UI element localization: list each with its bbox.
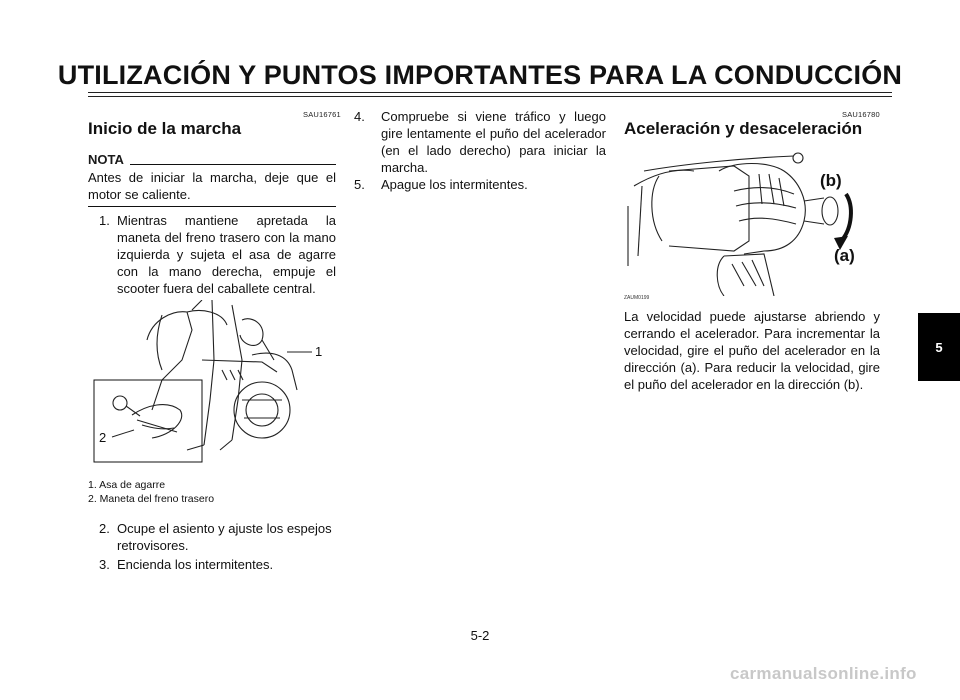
nota-text: Antes de iniciar la marcha, deje que el motor se caliente. (88, 170, 336, 202)
header-rule-top (88, 92, 892, 93)
throttle-illustration (624, 146, 880, 296)
figure-label-a: (a) (834, 246, 855, 265)
figure-caption-2: 2. Maneta del freno trasero (88, 493, 215, 505)
scooter-figure (92, 300, 332, 465)
figure-code: ZAUM0199 (624, 295, 650, 301)
step-number: 1. (99, 213, 110, 228)
step-number: 3. (99, 557, 110, 572)
nota-end-rule (88, 206, 336, 207)
step-number: 2. (99, 521, 110, 536)
figure-callout-2: 2 (99, 430, 107, 445)
throttle-figure (624, 146, 880, 296)
step-text: Compruebe si viene tráfico y luego gire lentamente el puño del acelerador (en el lado derecho) para iniciar la marcha. (381, 109, 606, 175)
chapter-tab-label: 5 (935, 339, 943, 355)
page-number: 5-2 (470, 628, 490, 643)
figure-caption-1: 1. Asa de agarre (88, 479, 166, 491)
header-rule-bottom (88, 96, 892, 97)
section-code: SAU16780 (842, 110, 880, 119)
step-number: 4. (354, 109, 365, 124)
throttle-paragraph: La velocidad puede ajustarse abriendo y cerrando el acelerador. Para incrementar la velocidad, gire el puño del acelerador en la dirección (a). Para reducir la velocidad, gire el puño del acelerador en la dirección (b). (624, 309, 880, 392)
step-text: Ocupe el asiento y ajuste los espejos retrovisores. (117, 521, 332, 553)
section-heading: Aceleración y desaceleración (624, 119, 863, 138)
step-number: 5. (354, 177, 365, 192)
nota-rule (130, 164, 336, 165)
watermark-text: carmanualsonline.info (730, 664, 917, 683)
step-text: Encienda los intermitentes. (117, 557, 274, 572)
section-heading: Inicio de la marcha (88, 119, 242, 138)
figure-callout-1: 1 (315, 344, 323, 359)
scooter-illustration (92, 300, 332, 465)
figure-label-b: (b) (820, 171, 842, 190)
page-header-title: UTILIZACIÓN Y PUNTOS IMPORTANTES PARA LA CONDUCCIÓN (57, 60, 903, 90)
step-text: Apague los intermitentes. (381, 177, 528, 192)
section-code: SAU16761 (303, 110, 341, 119)
chapter-tab (918, 313, 960, 381)
step-text: Mientras mantiene apretada la maneta del freno trasero con la mano izquierda y sujeta el asa de agarre con la mano derecha, empuje el scooter fuera del caballete central. (117, 213, 336, 296)
nota-label: NOTA (88, 152, 124, 167)
